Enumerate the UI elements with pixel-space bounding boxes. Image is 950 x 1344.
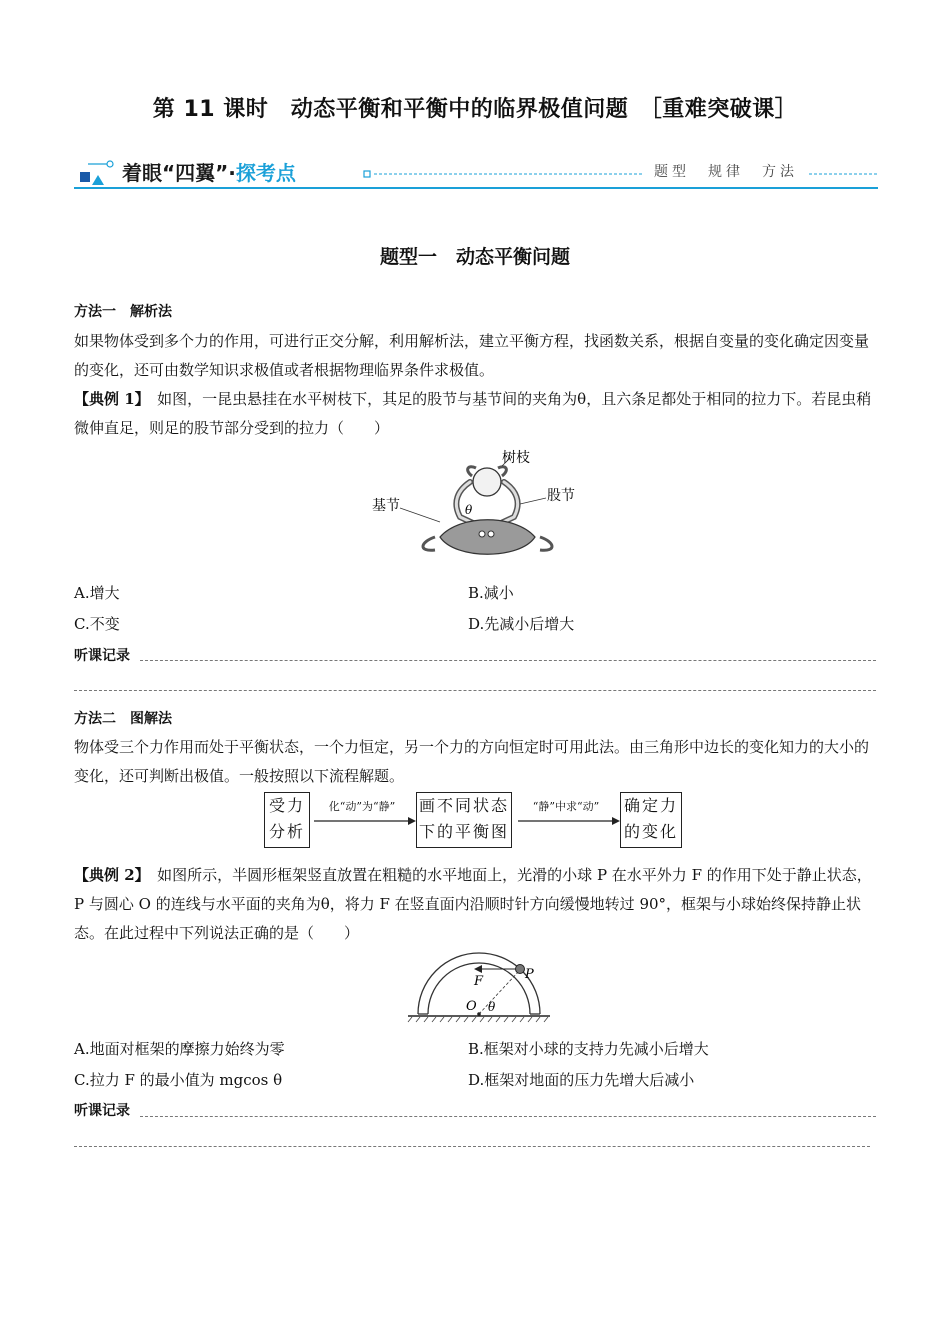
example1-tag: 【典例 1】 (74, 390, 143, 408)
flow-chart (264, 792, 684, 848)
section-heading: 题型一 动态平衡问题 (379, 246, 570, 268)
method1-label: 方法一 解析法 (74, 304, 172, 320)
page-title: 第 11 课时 动态平衡和平衡中的临界极值问题 ［重难突破课］ (152, 97, 798, 122)
flow-box2-line2: 下的平衡图 (418, 822, 509, 841)
flow-arrow1 (312, 816, 416, 826)
flow-box3-line2: 的变化 (623, 822, 678, 841)
example1-text (74, 385, 878, 443)
flow-box1-line2: 分析 (268, 822, 305, 841)
label-theta2: θ (488, 1000, 496, 1014)
example1-choice-a[interactable]: A.增大 (74, 584, 120, 602)
flow-box3-line1: 确定力 (623, 796, 678, 815)
label-F: F (474, 974, 484, 989)
flow-box-draw-states (416, 792, 512, 848)
example2-body: 如图所示，半圆形框架竖直放置在粗糙的水平地面上，光滑的小球 P 在水平外力 F 的作用下处于静止状态，P 与圆心 O 的连线与水平面的夹角为θ，将力 F 在竖直面内沿顺时针方向缓慢地转过 90°，框架与小球始终保持静止状态。在此过程中下列说法正确的是（ ） (74, 866, 872, 942)
record2-label: 听课记录 (74, 1103, 130, 1119)
flow-arrow1-label: 化“动”为“静” (328, 800, 396, 813)
method2-label: 方法二 图解法 (74, 711, 172, 727)
example2-choice-c[interactable]: C.拉力 F 的最小值为 mgcos θ (74, 1071, 283, 1089)
example2-choice-d[interactable]: D.框架对地面的压力先增大后减小 (468, 1071, 695, 1089)
example2-choice-b[interactable]: B.框架对小球的支持力先减小后增大 (468, 1040, 709, 1058)
flow-box-determine-change (620, 792, 682, 848)
banner-label-quote: “四翼” (162, 161, 229, 185)
insect-figure (360, 442, 600, 572)
record1-label: 听课记录 (74, 648, 130, 664)
example2-tag: 【典例 2】 (74, 866, 143, 884)
example1-choice-b[interactable]: B.减小 (468, 584, 514, 602)
semicircle-figure (404, 950, 554, 1024)
banner-label-dot: · (228, 161, 236, 185)
example1-choice-c[interactable]: C.不变 (74, 615, 120, 633)
method2-text: 物体受三个力作用而处于平衡状态，一个力恒定，另一个力的方向恒定时可用此法。由三角形中边长的变化知力的大小的变化，还可判断出极值。一般按照以下流程解题。 (74, 738, 870, 785)
record1-line[interactable] (140, 660, 876, 661)
label-branch: 树枝 (502, 450, 530, 466)
flow-box1-line1: 受力 (268, 796, 305, 815)
example1-choice-d[interactable]: D.先减小后增大 (468, 615, 575, 633)
label-femur: 股节 (547, 488, 575, 504)
record2-line2[interactable] (74, 1146, 870, 1147)
flow-box-force-analysis (264, 792, 310, 848)
example2-choice-a[interactable]: A.地面对框架的摩擦力始终为零 (74, 1040, 285, 1058)
section-banner (74, 155, 878, 193)
banner-label-accent: 探考点 (235, 161, 296, 185)
banner-label (122, 157, 296, 186)
example1-body: 如图，一昆虫悬挂在水平树枝下，其足的股节与基节间的夹角为θ，且六条足都处于相同的拉力下。若昆虫稍微伸直足，则足的股节部分受到的拉力（ ） (74, 390, 872, 437)
label-O: O (466, 999, 477, 1014)
flow-arrow2 (516, 816, 620, 826)
record1-line2[interactable] (74, 690, 876, 691)
method1-text: 如果物体受到多个力的作用，可进行正交分解，利用解析法，建立平衡方程，找函数关系，根据自变量的变化确定因变量的变化，还可由数学知识求极值或者根据物理临界条件求极值。 (74, 332, 870, 379)
example2-text (74, 861, 878, 948)
banner-label-prefix: 着眼 (122, 161, 162, 185)
label-theta: θ (465, 503, 473, 517)
flow-arrow2-label: “静”中求“动” (532, 800, 600, 813)
record2-line[interactable] (140, 1116, 876, 1117)
flow-box2-line1: 画不同状态 (418, 796, 509, 815)
label-P: P (525, 967, 534, 982)
label-coxa: 基节 (372, 498, 400, 514)
banner-right-text: 题型 规律 方法 (654, 164, 798, 180)
